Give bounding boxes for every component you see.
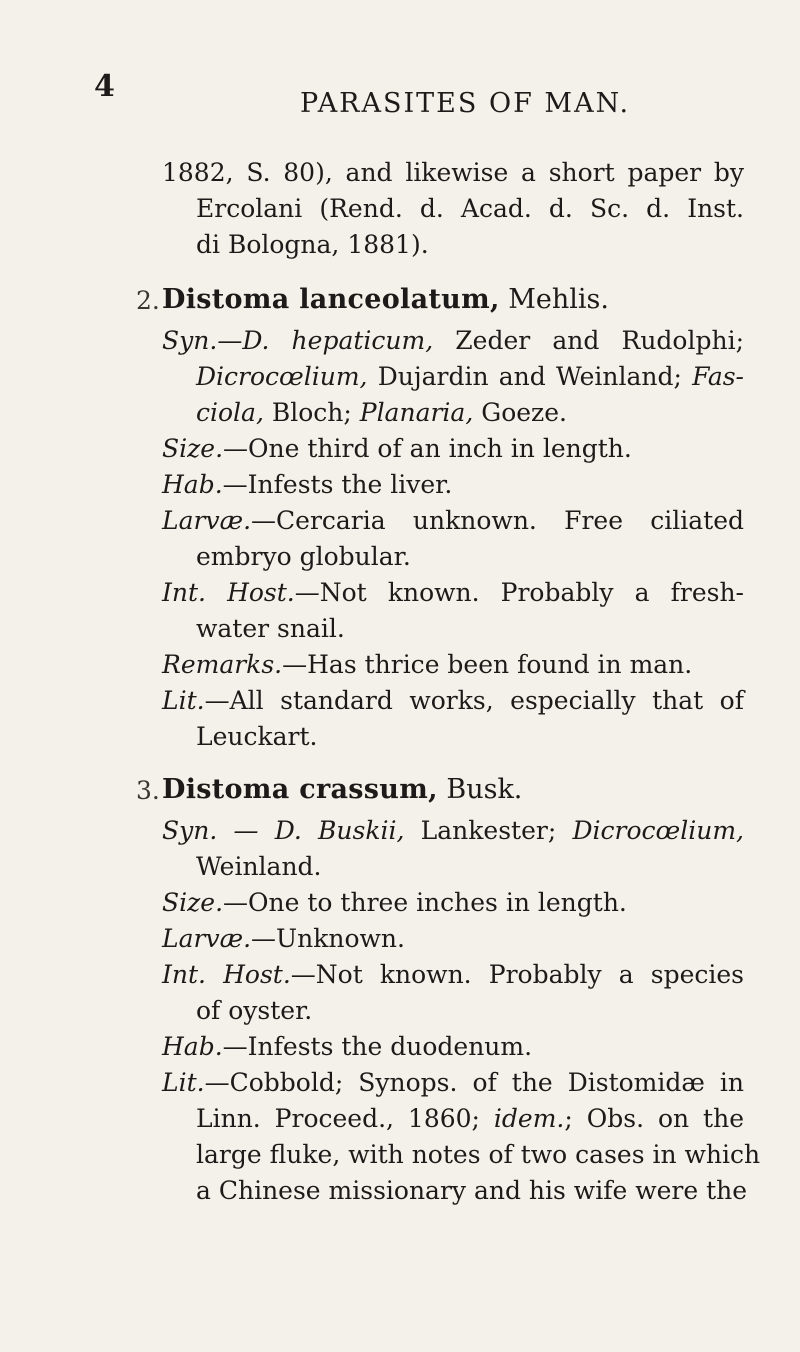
field-text: —All standard works, especially that of <box>204 686 744 715</box>
synonym: — D. Buskii, <box>217 816 405 845</box>
field-label: Size. <box>162 434 224 463</box>
literature-line <box>162 688 744 713</box>
field-text-italic: idem. <box>479 1104 565 1133</box>
species-heading <box>162 286 609 313</box>
field-text: —Unknown. <box>251 924 405 953</box>
synonym: ciola, <box>196 398 264 427</box>
running-title: PARASITES OF MAN. <box>300 88 631 119</box>
field-label: Larvæ. <box>162 506 252 535</box>
text-line: Leuckart. <box>196 722 318 751</box>
host-line <box>162 580 744 605</box>
text-line: Ercolani (Rend. d. Acad. d. Sc. d. Inst. <box>196 194 744 223</box>
text-line: di Bologna, 1881). <box>196 230 429 259</box>
field-text: —Has thrice been found in man. <box>282 650 693 679</box>
field-text: Linn. Proceed., 1860; <box>196 1104 480 1133</box>
field-text: —Not known. Probably a fresh- <box>294 578 744 607</box>
text-line: Weinland. <box>196 852 322 881</box>
synonym-authority: Bloch; <box>263 398 352 427</box>
species-name: Distoma lanceolatum, <box>162 284 500 315</box>
field-label: Hab. <box>162 470 223 499</box>
field-label: Syn. <box>162 326 218 355</box>
synonyms-line <box>162 818 744 843</box>
field-text: —One to three inches in length. <box>223 888 627 917</box>
synonym-authority: Dujardin and Weinland; <box>367 362 682 391</box>
text-line: of oyster. <box>196 996 313 1025</box>
field-label: Int. Host. <box>162 960 291 989</box>
habitat-line <box>162 472 452 497</box>
species-heading <box>162 776 522 803</box>
field-label: Int. Host. <box>162 578 295 607</box>
species-name: Distoma crassum, <box>162 774 438 805</box>
synonym-authority: Zeder and Rudolphi; <box>433 326 744 355</box>
field-text: —Infests the liver. <box>222 470 453 499</box>
field-label: Remarks. <box>162 650 283 679</box>
field-text: —Cobbold; Synops. of the Distomidæ in <box>204 1068 744 1097</box>
larvae-line <box>162 508 744 533</box>
synonym-authority: Lankester; <box>404 816 557 845</box>
field-text: ; Obs. on the <box>564 1104 744 1133</box>
synonym: —D. hepaticum, <box>217 326 434 355</box>
habitat-line <box>162 1034 532 1059</box>
field-label: Larvæ. <box>162 924 252 953</box>
text-line: embryo globular. <box>196 542 411 571</box>
synonyms-line <box>162 328 744 353</box>
entry-number: 2. <box>136 286 160 315</box>
literature-line <box>162 1070 744 1095</box>
host-line <box>162 962 744 987</box>
synonym: Dicrocœlium, <box>196 362 368 391</box>
remarks-line <box>162 652 692 677</box>
field-text: —One third of an inch in length. <box>223 434 632 463</box>
synonym: Fas- <box>681 362 745 391</box>
species-authority: Mehlis. <box>499 284 609 315</box>
text-line: large fluke, with notes of two cases in which <box>196 1140 761 1169</box>
entry-number: 3. <box>136 776 160 805</box>
synonym: Dicrocœlium, <box>556 816 744 845</box>
text-line: water snail. <box>196 614 345 643</box>
size-line <box>162 890 627 915</box>
field-text: —Not known. Probably a species <box>290 960 744 989</box>
text-line: a Chinese missionary and his wife were the <box>196 1176 748 1205</box>
size-line <box>162 436 632 461</box>
page-number: 4 <box>94 69 115 104</box>
larvae-line <box>162 926 405 951</box>
field-label: Size. <box>162 888 224 917</box>
species-authority: Busk. <box>437 774 523 805</box>
field-label: Syn. <box>162 816 218 845</box>
field-label: Lit. <box>162 1068 205 1097</box>
text-line <box>196 1106 744 1131</box>
field-text: —Infests the duodenum. <box>222 1032 533 1061</box>
field-label: Hab. <box>162 1032 223 1061</box>
synonyms-line <box>196 364 744 389</box>
field-label: Lit. <box>162 686 205 715</box>
synonym: Planaria, <box>351 398 474 427</box>
synonyms-line <box>196 400 567 425</box>
text-line: 1882, S. 80), and likewise a short paper by <box>162 158 744 187</box>
synonym-authority: Goeze. <box>473 398 567 427</box>
field-text: —Cercaria unknown. Free ciliated <box>251 506 744 535</box>
